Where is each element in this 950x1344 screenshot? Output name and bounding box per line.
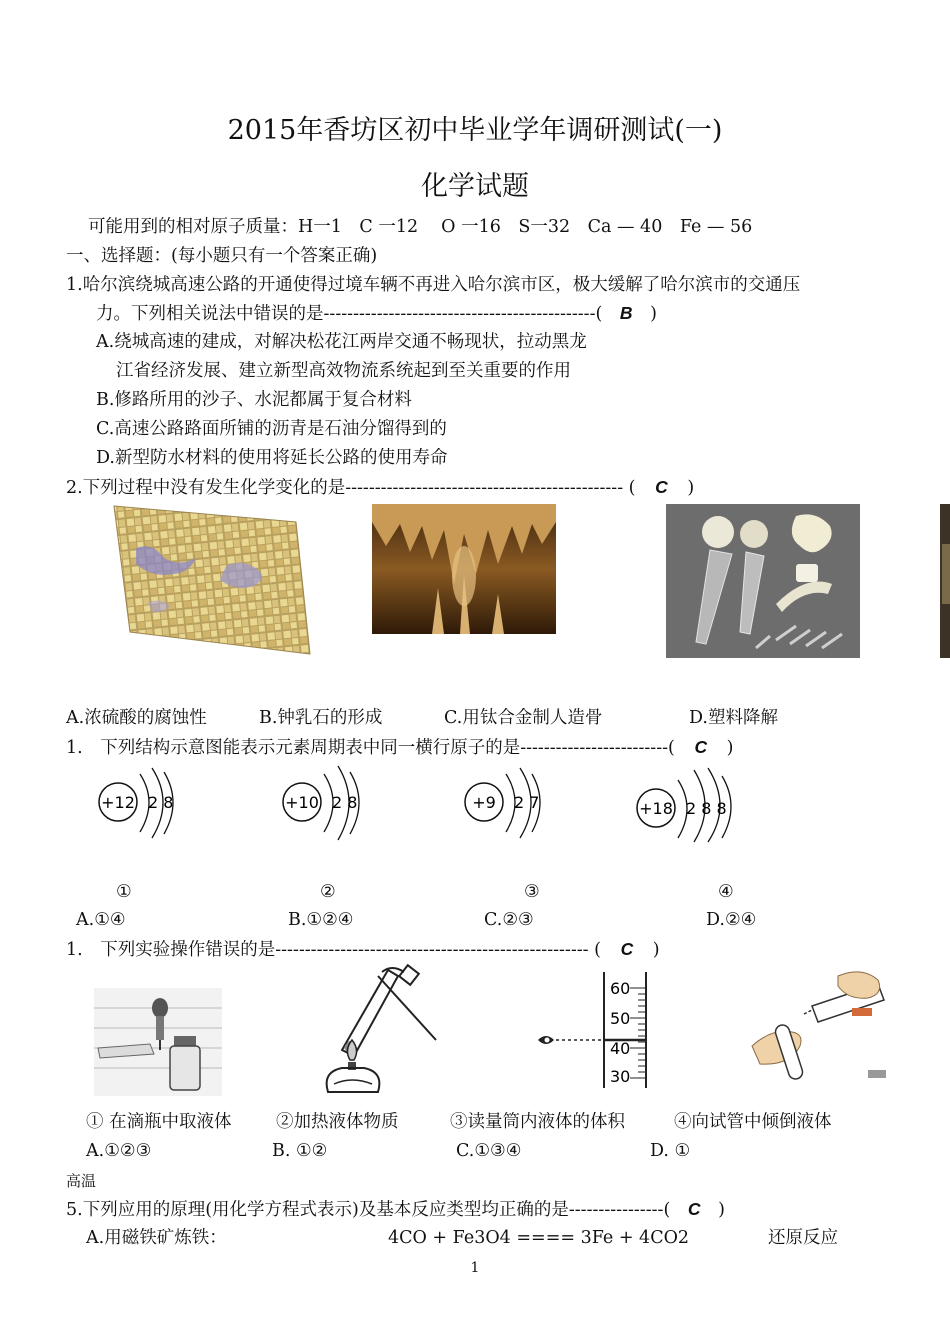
- q1-option-c: C.高速公路路面所铺的沥青是石油分馏得到的: [96, 419, 447, 439]
- graduated-cylinder-image: [534, 970, 658, 1090]
- page-subtitle: 化学试题: [421, 171, 529, 202]
- q4-caption-4: ④向试管中倾倒液体: [674, 1112, 832, 1132]
- cylinder-mark-40: 40: [610, 1039, 631, 1058]
- q3-stem-line: [66, 736, 733, 759]
- q1-close: ): [650, 304, 657, 324]
- q2-option-d: D.塑料降解: [689, 708, 778, 728]
- q4-option-c: C.①③④: [456, 1141, 522, 1161]
- q3-answer: C: [694, 737, 708, 757]
- titanium-bone-implants-image: [666, 504, 860, 658]
- atom-label-3: ③: [524, 882, 540, 902]
- q2-option-c: C.用钛合金制人造骨: [444, 708, 603, 728]
- dropper-bottle-image: [94, 988, 222, 1096]
- q2-option-b: B.钟乳石的形成: [259, 708, 383, 728]
- reaction-condition-label: 高温: [66, 1172, 97, 1190]
- corroded-tiles-image: [108, 504, 312, 658]
- q4-caption-1: ① 在滴瓶中取液体: [86, 1112, 232, 1132]
- q4-option-b: B. ①②: [272, 1141, 328, 1161]
- q4-caption-3: ③读量筒内液体的体积: [450, 1112, 625, 1132]
- q1-stem-line1: 1.哈尔滨绕城高速公路的开通使得过境车辆不再进入哈尔滨市区，极大缓解了哈尔滨市的交通压: [66, 275, 801, 295]
- atom-2-nucleus: +10: [285, 793, 319, 812]
- q5-option-a-type: 还原反应: [768, 1228, 838, 1248]
- q4-option-a: A.①②③: [86, 1141, 152, 1161]
- atom-2-shells: 2 8: [332, 793, 358, 812]
- q3-option-c: C.②③: [484, 910, 534, 930]
- atom-diagram-2: [280, 762, 390, 844]
- atomic-masses: 可能用到的相对原子质量：H一1 C 一12 O 一16 S一32 Ca — 40 Fe — 56: [88, 217, 753, 237]
- q4-stem-line: [66, 938, 660, 961]
- q5-option-a-label: A.用磁铁矿炼铁：: [86, 1228, 227, 1248]
- atom-1-nucleus: +12: [101, 793, 135, 812]
- q3-option-d: D.②④: [706, 910, 757, 930]
- q3-option-a: A.①④: [76, 910, 126, 930]
- q1-option-a2: 江省经济发展、建立新型高效物流系统起到至关重要的作用: [116, 361, 571, 381]
- q4-answer: C: [620, 939, 634, 959]
- cylinder-mark-50: 50: [610, 1009, 631, 1028]
- q3-option-b: B.①②④: [288, 910, 354, 930]
- q1-option-d: D.新型防水材料的使用将延长公路的使用寿命: [96, 448, 448, 468]
- q3-close: ): [726, 738, 734, 758]
- atom-diagram-4: [634, 762, 754, 844]
- atom-label-1: ①: [116, 882, 132, 902]
- page-number: 1: [470, 1260, 480, 1276]
- q4-caption-2: ②加热液体物质: [276, 1112, 399, 1132]
- atom-4-nucleus: +18: [639, 799, 673, 818]
- atom-3-nucleus: +9: [472, 793, 496, 812]
- q3-stem: 1. 下列结构示意图能表示元素周期表中同一横行原子的是-------------------------(: [66, 738, 675, 758]
- cylinder-mark-30: 30: [610, 1067, 631, 1086]
- q1-option-a1: A.绕城高速的建成，对解决松花江两岸交通不畅现状，拉动黑龙: [96, 332, 587, 352]
- section-heading: 一、选择题：(每小题只有一个答案正确): [66, 246, 378, 266]
- q5-stem-line: [66, 1198, 725, 1221]
- q5-option-a-equation: 4CO + Fe3O4 ==== 3Fe + 4CO2: [388, 1228, 690, 1248]
- heating-liquid-image: [318, 964, 448, 1098]
- q1-stem-line2: [96, 302, 657, 325]
- q5-close: ): [718, 1200, 725, 1220]
- pouring-test-tube-image: [748, 966, 898, 1088]
- page-title: 2015年香坊区初中毕业学年调研测试(一): [227, 115, 723, 146]
- q4-close: ): [652, 940, 660, 960]
- atom-label-2: ②: [320, 882, 336, 902]
- atom-3-shells: 2 7: [514, 793, 540, 812]
- atom-4-shells: 2 8 8: [686, 799, 727, 818]
- stalactite-cave-image: [372, 504, 556, 634]
- q4-stem: 1. 下列实验操作错误的是----------------------------------------------------- (: [66, 940, 601, 960]
- q4-option-d: D. ①: [650, 1141, 691, 1161]
- atom-label-4: ④: [718, 882, 734, 902]
- atom-1-shells: 2 8: [148, 793, 174, 812]
- q5-stem: 5.下列应用的原理(用化学方程式表示)及基本反应类型均正确的是----------------(: [66, 1200, 671, 1220]
- q2-stem: 2.下列过程中没有发生化学变化的是----------------------------------------------- (: [66, 478, 636, 498]
- q2-answer: C: [655, 477, 668, 497]
- q1-answer: B: [619, 303, 633, 323]
- q2-option-a: A.浓硫酸的腐蚀性: [66, 708, 207, 728]
- atom-diagram-1: [96, 762, 206, 844]
- q5-answer: C: [687, 1199, 701, 1219]
- atom-diagram-3: [462, 762, 572, 844]
- q1-stem: 力。下列相关说法中错误的是----------------------------------------------(: [96, 304, 603, 324]
- plastic-degradation-image: [938, 504, 950, 658]
- q2-stem-line: [66, 476, 694, 499]
- q2-close: ): [687, 478, 695, 498]
- q1-option-b: B.修路所用的沙子、水泥都属于复合材料: [96, 390, 412, 410]
- cylinder-mark-60: 60: [610, 979, 631, 998]
